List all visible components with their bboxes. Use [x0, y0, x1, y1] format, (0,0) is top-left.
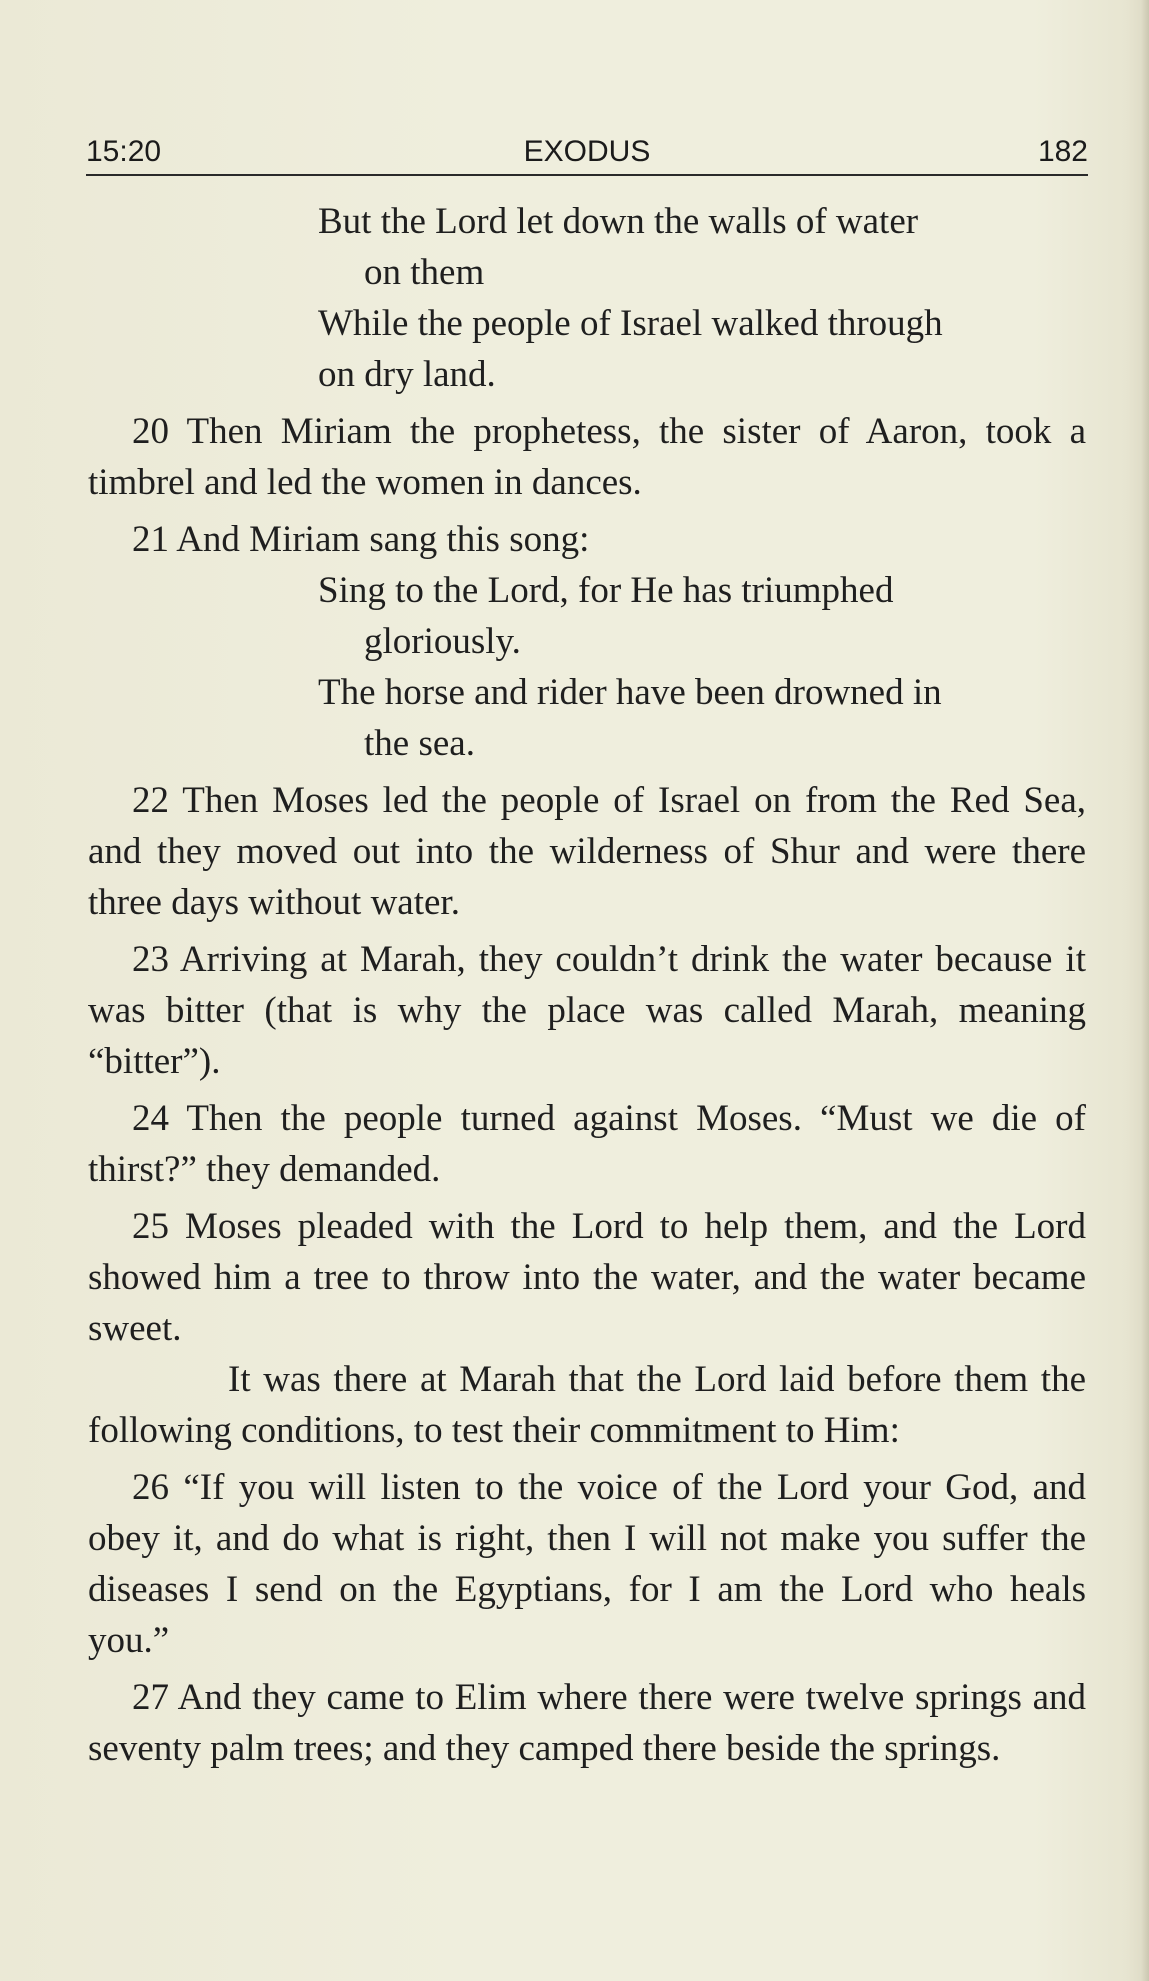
verse-21: 21 And Miriam sang this song:	[132, 519, 590, 560]
poem-line: But the Lord let down the walls of water	[318, 201, 919, 242]
chapter-verse-ref: 15:20	[86, 135, 162, 168]
running-header	[86, 132, 1088, 172]
header-rule	[86, 174, 1088, 176]
poem-line: The horse and rider have been drowned in	[318, 672, 942, 713]
poem-line: While the people of Israel walked through	[318, 303, 943, 344]
poem-line: Sing to the Lord, for He has triumphed	[318, 570, 894, 611]
poem-line-continued: on dry land.	[318, 354, 496, 395]
page-body	[88, 196, 1086, 1774]
book-title: EXODUS	[523, 135, 651, 168]
verse-22: 22 Then Moses led the people of Israel on from the Red Sea, and they moved out into the wilderness of Shur and were there three days without water.	[88, 780, 1086, 923]
verse-25-continuation: It was there at Marah that the Lord laid before them the following conditions, to test their commitment to Him:	[88, 1359, 1086, 1451]
verse-24: 24 Then the people turned against Moses. “Must we die of thirst?” they demanded.	[88, 1098, 1086, 1190]
poem-line-continued: gloriously.	[364, 621, 521, 662]
verse-27: 27 And they came to Elim where there were twelve springs and seventy palm trees; and they camped there beside the springs.	[88, 1677, 1086, 1769]
poem-line-continued: the sea.	[364, 723, 475, 764]
poem-stanza-1	[88, 196, 1086, 400]
verse-26: 26 “If you will listen to the voice of the Lord your God, and obey it, and do what is right, then I will not make you suffer the diseases I send on the Egyptians, for I am the Lord who heals you.”	[88, 1467, 1086, 1661]
verse-25: 25 Moses pleaded with the Lord to help them, and the Lord showed him a tree to throw into the water, and the water became sweet.	[88, 1206, 1086, 1349]
poem-line-continued: on them	[364, 252, 485, 293]
verse-23: 23 Arriving at Marah, they couldn’t drink the water because it was bitter (that is why the place was called Marah, meaning “bitter”).	[88, 939, 1086, 1082]
verse-20: 20 Then Miriam the prophetess, the sister of Aaron, took a timbrel and led the women in dances.	[88, 411, 1086, 503]
page-number: 182	[1037, 135, 1088, 168]
poem-stanza-2	[88, 565, 1086, 769]
page-edge-shadow	[1141, 0, 1149, 1981]
